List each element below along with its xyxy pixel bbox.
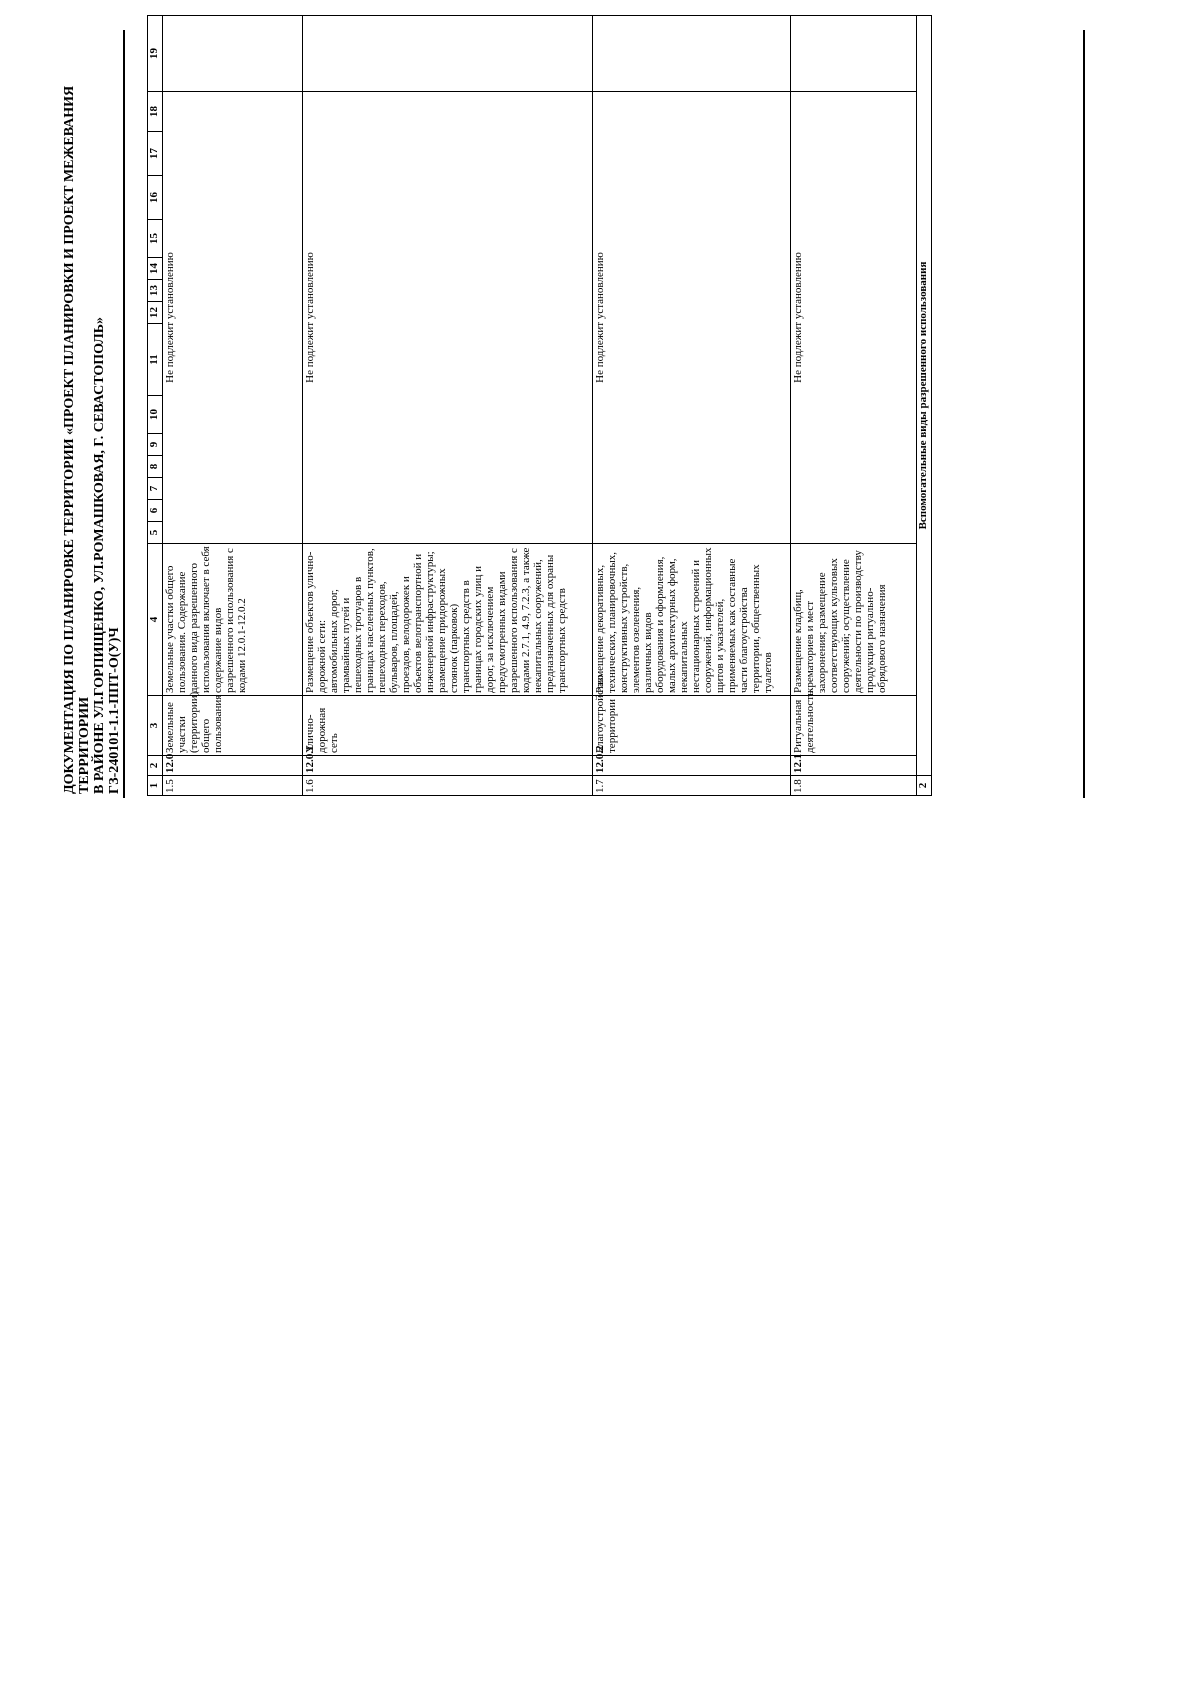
- use-name: Благоустройство территории: [593, 696, 791, 756]
- bottom-rule: [1083, 30, 1085, 798]
- column-number-row: [148, 16, 163, 796]
- parameters-note: Не подлежит установлению: [303, 92, 593, 544]
- col-num-15: 15: [148, 220, 163, 258]
- col-num-5: 5: [148, 522, 163, 544]
- row-number: 1.6: [303, 776, 593, 796]
- row-number: 1.7: [593, 776, 791, 796]
- col-num-3: 3: [148, 696, 163, 756]
- col-num-11: 11: [148, 324, 163, 396]
- header-doc-code: ГЗ-240101-1.1-ППТ-О(У)Ч: [107, 627, 122, 794]
- table-row: [303, 16, 593, 796]
- parameters-note: Не подлежит установлению: [593, 92, 791, 544]
- section-row: [917, 16, 932, 796]
- permitted-use-table: [147, 16, 932, 796]
- header-title-line-2: В РАЙОНЕ УЛ.ГОРПИЩЕНКО, УЛ.РОМАШКОВАЯ, Г. СЕВАСТОПОЛЬ»: [92, 316, 107, 794]
- use-code: 12.0: [163, 756, 303, 776]
- top-rule: [123, 30, 125, 798]
- use-description: Размещение кладбищ, крематориев и мест захоронения; размещение соответствующих культовых сооружений; осуществление деятельности по производству продукции ритуально-обрядового назначения: [791, 544, 917, 696]
- empty-cell: [593, 16, 791, 92]
- col-num-8: 8: [148, 456, 163, 478]
- empty-cell: [791, 16, 917, 92]
- table-row: [593, 16, 791, 796]
- use-code: 12.0.2: [593, 756, 791, 776]
- use-description: Размещение объектов улично-дорожной сети: автомобильных дорог, трамвайных путей и пешеходных тротуаров в границах населенных пунктов, пешеходных переходов, бульваров, площадей, проездов, велодорожек и объектов велотранспортной и инженерной инфраструктуры; размещение придорожных стоянок (парковок) транспортных средств в границах городских улиц и дорог, за исключением предусмотренных видами разрешенного использования с кодами 2.7.1, 4.9, 7.2.3, а также некапитальных сооружений, предназначенных для охраны транспортных средств: [303, 544, 593, 696]
- col-num-4: 4: [148, 544, 163, 696]
- row-number: 1.5: [163, 776, 303, 796]
- col-num-17: 17: [148, 132, 163, 176]
- col-num-7: 7: [148, 478, 163, 500]
- use-name: Улично-дорожная сеть: [303, 696, 593, 756]
- col-num-13: 13: [148, 280, 163, 302]
- col-num-19: 19: [148, 16, 163, 92]
- col-num-12: 12: [148, 302, 163, 324]
- col-num-9: 9: [148, 434, 163, 456]
- parameters-note: Не подлежит установлению: [791, 92, 917, 544]
- section-number: 2: [917, 776, 932, 796]
- use-name: Земельные участки (территории) общего пользования: [163, 696, 303, 756]
- empty-cell: [303, 16, 593, 92]
- col-num-18: 18: [148, 92, 163, 132]
- empty-cell: [163, 16, 303, 92]
- use-code: 12.1: [791, 756, 917, 776]
- header-title-line-1: ДОКУМЕНТАЦИЯ ПО ПЛАНИРОВКЕ ТЕРРИТОРИИ «ПРОЕКТ ПЛАНИРОВКИ И ПРОЕКТ МЕЖЕВАНИЯ ТЕРРИТОРИИ: [62, 85, 92, 794]
- col-num-16: 16: [148, 176, 163, 220]
- table-row: [791, 16, 917, 796]
- use-description: Земельные участки общего пользования. Содержание данного вида разрешенного использования включает в себя содержание видов разрешенного использования с кодами 12.0.1-12.0.2: [163, 544, 303, 696]
- col-num-1: 1: [148, 776, 163, 796]
- use-description: Размещение декоративных, технических, планировочных, конструктивных устройств, элементов озеленения, различных видов оборудования и оформления, малых архитектурных форм, некапитальных нестационарных строений и сооружений, информационных щитов и указателей, применяемых как составные части благоустройства территории, общественных туалетов: [593, 544, 791, 696]
- section-title: Вспомогательные виды разрешенного использования: [917, 16, 932, 776]
- use-name: Ритуальная деятельность: [791, 696, 917, 756]
- col-num-2: 2: [148, 756, 163, 776]
- col-num-10: 10: [148, 396, 163, 434]
- col-num-6: 6: [148, 500, 163, 522]
- parameters-note: Не подлежит установлению: [163, 92, 303, 544]
- col-num-14: 14: [148, 258, 163, 280]
- row-number: 1.8: [791, 776, 917, 796]
- document-header: [62, 34, 122, 794]
- table-row: [163, 16, 303, 796]
- use-code: 12.0.1: [303, 756, 593, 776]
